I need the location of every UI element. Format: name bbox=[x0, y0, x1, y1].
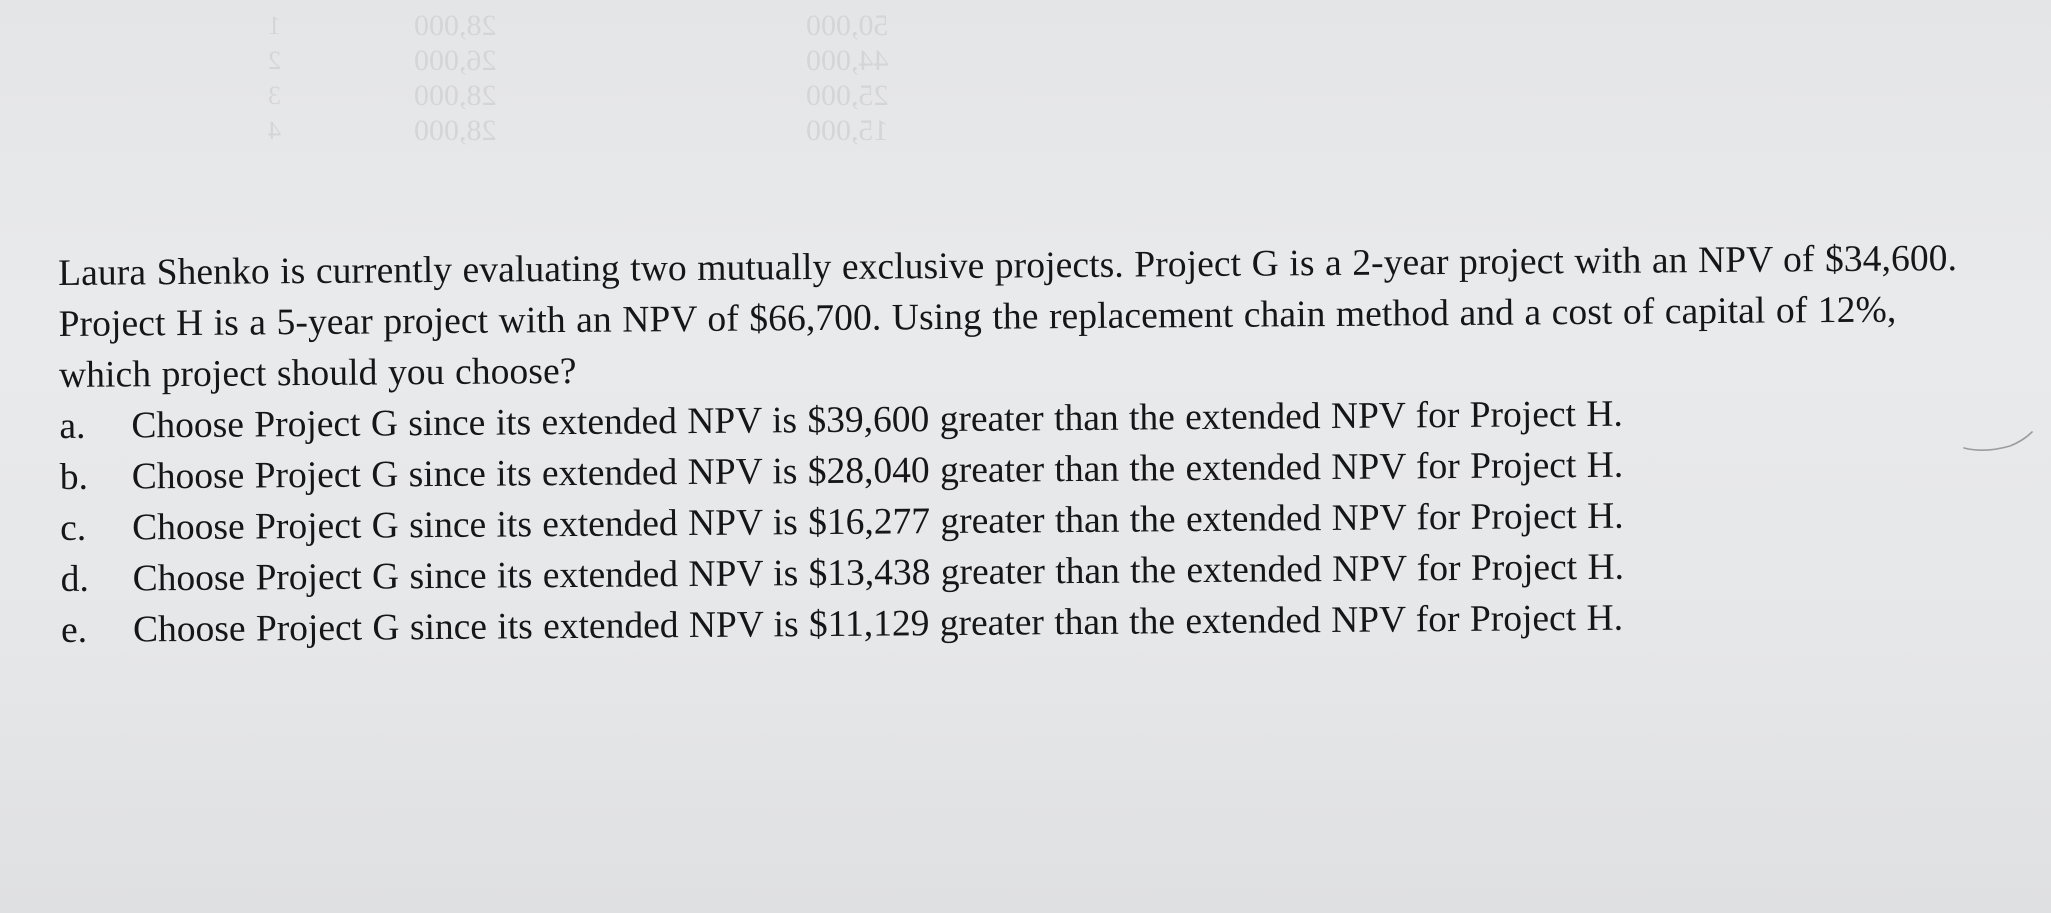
option-text: Choose Project G since its extended NPV is $28,040 greater than the extended NPV for Project H. bbox=[131, 444, 1624, 498]
question-stem: Laura Shenko is currently evaluating two mutually exclusive projects. Project G is a 2-year project with an NPV of $34,600. Project H is a 5-year project with an NPV of $66,700. Using the replacement chain method and a cost of capital of 12%, which project should you choose? bbox=[58, 238, 1958, 396]
option-letter: d. bbox=[60, 558, 89, 600]
option-letter: a. bbox=[59, 405, 86, 447]
bleed-year: 2 bbox=[268, 46, 281, 75]
bleed-value: 25,000 bbox=[806, 79, 889, 112]
bleed-value: 28,000 bbox=[414, 79, 497, 112]
bleed-value: 15,000 bbox=[806, 114, 889, 147]
bleed-value: 26,000 bbox=[414, 44, 497, 77]
bleed-value: 44,000 bbox=[806, 44, 889, 77]
bleed-through-table bbox=[0, 0, 2051, 200]
question-block bbox=[58, 233, 2021, 656]
bleed-year: 4 bbox=[268, 116, 281, 145]
option-letter: c. bbox=[60, 507, 87, 549]
option-letter: b. bbox=[59, 456, 89, 498]
bleed-year: 1 bbox=[268, 11, 281, 40]
bleed-value: 28,000 bbox=[414, 114, 497, 147]
option-text: Choose Project G since its extended NPV is $13,438 greater than the extended NPV for Project H. bbox=[132, 546, 1625, 600]
answer-options bbox=[59, 386, 2021, 656]
pencil-mark-icon bbox=[1962, 428, 2034, 454]
bleed-year: 3 bbox=[268, 81, 281, 110]
option-letter: e. bbox=[60, 609, 88, 651]
option-text: Choose Project G since its extended NPV is $16,277 greater than the extended NPV for Project H. bbox=[132, 495, 1624, 549]
option-text: Choose Project G since its extended NPV is $39,600 greater than the extended NPV for Project H. bbox=[131, 393, 1623, 447]
bleed-value: 50,000 bbox=[806, 9, 889, 42]
bleed-column-a bbox=[414, 8, 497, 148]
bleed-column-b bbox=[806, 8, 889, 148]
bleed-value: 28,000 bbox=[414, 9, 497, 42]
option-text: Choose Project G since its extended NPV is $11,129 greater than the extended NPV for Project H. bbox=[132, 597, 1624, 651]
bleed-years-column bbox=[268, 8, 281, 148]
